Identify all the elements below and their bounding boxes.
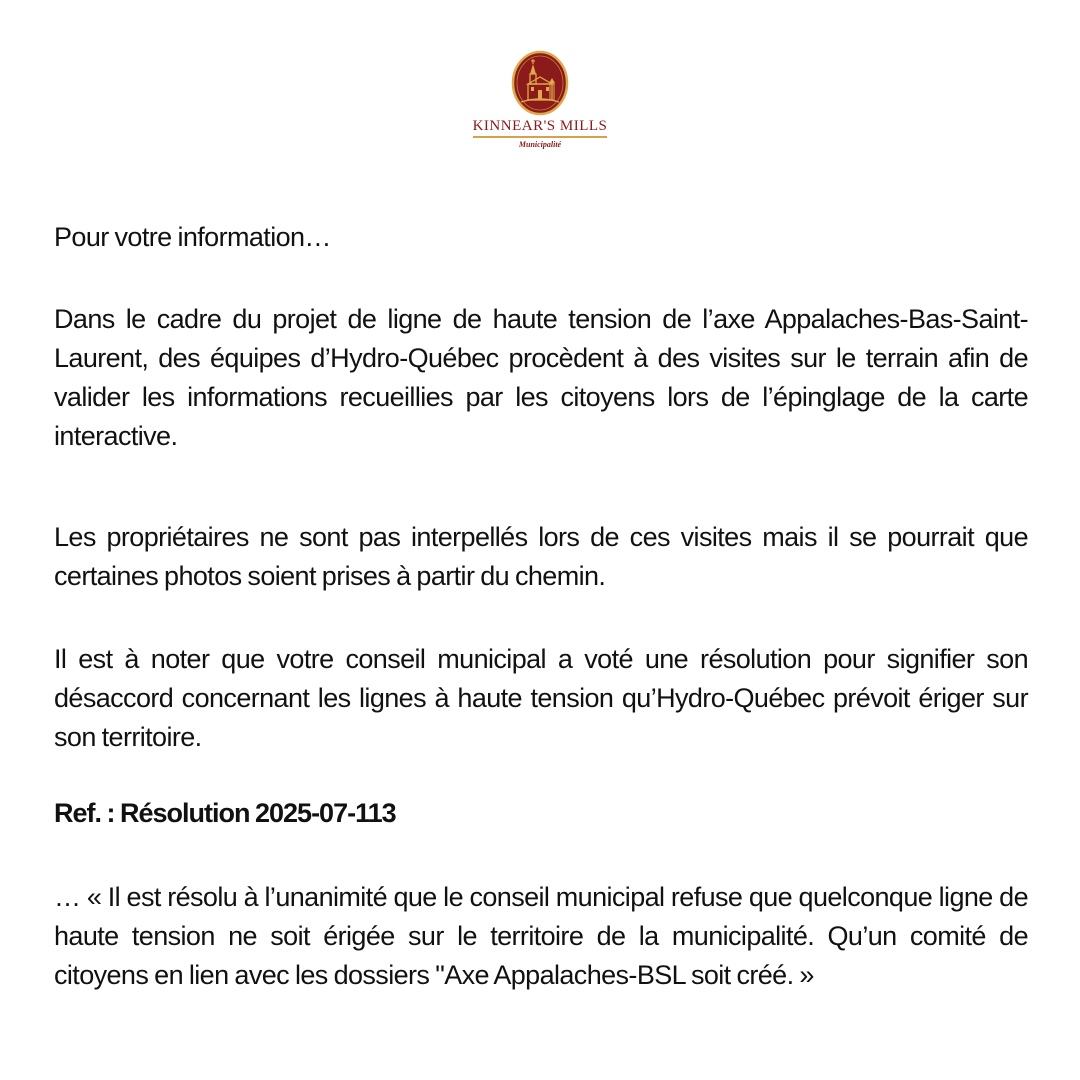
- logo-name: KINNEAR'S MILLS: [472, 118, 608, 134]
- intro-paragraph: Pour votre information…: [54, 222, 331, 252]
- resolution-reference: Ref. : Résolution 2025-07-113: [54, 798, 396, 828]
- resolution-quote: … « Il est résolu à l’unanimité que le conseil municipal refuse que quelconque ligne de haute tension ne soit érigée sur le territoire de la municipalité. Qu’un comité de citoyens en lien avec les dossiers "Axe Appalaches-BSL soit créé. »: [54, 882, 1028, 990]
- context-paragraph: Dans le cadre du projet de ligne de haute tension de l’axe Appalaches-Bas-Saint-Laurent, des équipes d’Hydro-Québec procèdent à des visites sur le terrain afin de valider les informations recueillies par les citoyens lors de l’épinglage de la carte interactive.: [54, 304, 1028, 451]
- church-emblem-icon: [511, 50, 569, 116]
- municipality-logo: [470, 50, 610, 170]
- owners-paragraph: Les propriétaires ne sont pas interpellés lors de ces visites mais il se pourrait que certaines photos soient prises à partir du chemin.: [54, 522, 1028, 591]
- council-paragraph: Il est à noter que votre conseil municipal a voté une résolution pour signifier son désaccord concernant les lignes à haute tension qu’Hydro-Québec prévoit ériger sur son territoire.: [54, 644, 1028, 752]
- logo-divider: [473, 136, 607, 138]
- logo-subtitle: Municipalité: [518, 140, 562, 149]
